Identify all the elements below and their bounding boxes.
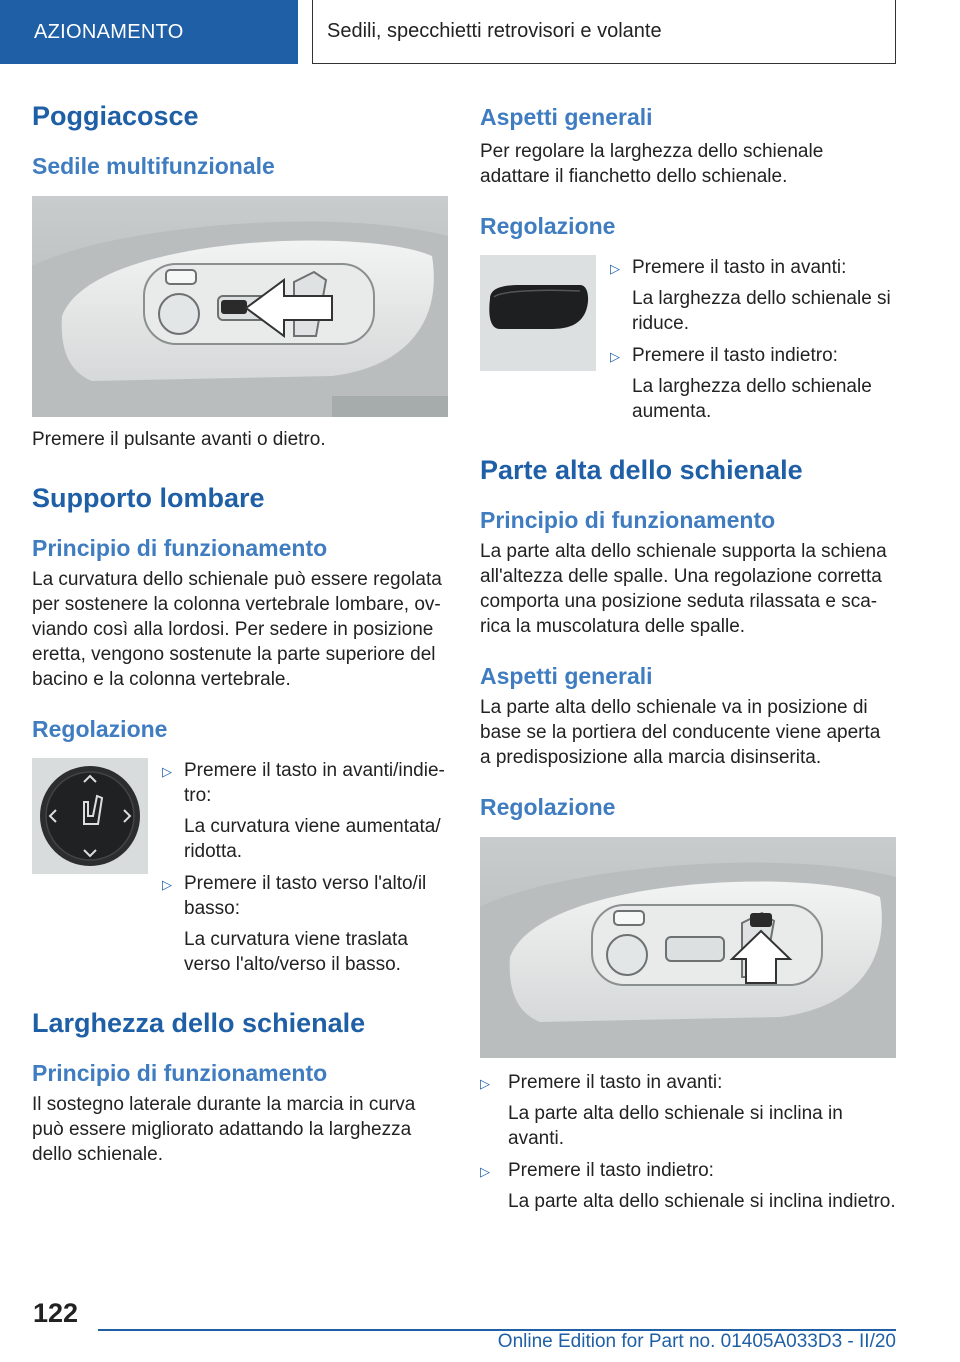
heading-aspetti-generali-1: Aspetti generali xyxy=(480,104,653,130)
heading-regolazione-1: Regolazione xyxy=(480,213,616,239)
page-number: 122 xyxy=(33,1298,79,1328)
section-tab-label: AZIONAMENTO xyxy=(34,20,184,43)
parte-step-1-action: Premere il tasto in avanti: xyxy=(508,1072,723,1093)
lombare-step-2-action: Premere il tasto verso l'alto/il basso: xyxy=(184,873,427,919)
lumbar-control-illustration xyxy=(32,758,148,874)
larghezza-step-1 xyxy=(610,255,896,336)
parte-step-1-result: La parte alta dello schienale si inclina in avanti. xyxy=(508,1103,843,1149)
parte-step-2-action: Premere il tasto indietro: xyxy=(508,1160,714,1181)
edition-note: Online Edition for Part no. 01405A033D3 - II/20 xyxy=(497,1331,896,1352)
section-tab xyxy=(0,0,298,64)
larghezza-step-1-action: Premere il tasto in avanti: xyxy=(632,257,847,278)
heading-sedile-multifunzionale: Sedile multifunzionale xyxy=(32,153,275,179)
heading-lombare-regolazione: Regolazione xyxy=(32,716,168,742)
lumbar-control-image xyxy=(32,758,148,874)
width-button-illustration xyxy=(480,255,596,371)
seat-switch-illustration xyxy=(32,196,448,417)
lombare-step-1-action: Premere il tasto in avanti/indie- tro: xyxy=(184,760,445,806)
heading-larghezza-principio: Principio di funzionamento xyxy=(32,1060,328,1086)
lombare-step-1 xyxy=(162,758,448,864)
parte-step-1 xyxy=(480,1070,896,1151)
lombare-step-1-result: La curvatura viene aumentata/ ridotta. xyxy=(184,816,441,862)
heading-parte-alta: Parte alta dello schienale xyxy=(480,455,803,485)
parte-principio-text: La parte alta dello schienale supporta la schiena all'altezza delle spalle. Una regolazione corretta comporta una posizione seduta rilassata e sca- rica la muscolatura delle spalle. xyxy=(480,541,887,637)
width-button-image xyxy=(480,255,596,371)
larghezza-step-2-result: La larghezza dello schienale aumenta. xyxy=(632,376,872,422)
larghezza-step-1-result: La larghezza dello schienale si riduce. xyxy=(632,288,891,334)
triangle-right-outline-icon: ▷ xyxy=(610,261,620,276)
left-column xyxy=(32,100,448,1167)
aspetti-generali-1-text: Per regolare la larghezza dello schienale adattare il fianchetto dello schienale. xyxy=(480,141,824,187)
heading-parte-principio: Principio di funzionamento xyxy=(480,507,776,533)
heading-lombare-principio: Principio di funzionamento xyxy=(32,535,328,561)
lombare-step-2 xyxy=(162,871,448,977)
parte-steps xyxy=(480,1070,896,1214)
lombare-principio-text: La curvatura dello schienale può essere regolata per sostenere la colonna vertebrale lombare, ov- viando così alla lordosi. Per sedere in posizione eretta, vengono sostenute la parte superiore del bacino e la colonna vertebrale. xyxy=(32,569,442,690)
larghezza-regolazione-block xyxy=(480,255,896,424)
sedile-caption: Premere il pulsante avanti o dietro. xyxy=(32,429,326,450)
chapter-title xyxy=(312,0,896,64)
triangle-right-outline-icon: ▷ xyxy=(480,1164,490,1179)
lombare-steps xyxy=(162,758,448,977)
larghezza-principio-text: Il sostegno laterale durante la marcia in curva può essere migliorato adattando la larghezza dello schienale. xyxy=(32,1094,416,1165)
triangle-right-outline-icon: ▷ xyxy=(162,877,172,892)
heading-supporto-lombare: Supporto lombare xyxy=(32,483,265,513)
heading-aspetti-generali-2: Aspetti generali xyxy=(480,663,653,689)
larghezza-steps xyxy=(610,255,896,424)
triangle-right-outline-icon: ▷ xyxy=(162,764,172,779)
heading-regolazione-2: Regolazione xyxy=(480,794,616,820)
parte-step-2-result: La parte alta dello schienale si inclina indietro. xyxy=(508,1191,896,1212)
lombare-step-2-result: La curvatura viene traslata verso l'alto/verso il basso. xyxy=(184,929,408,975)
upper-backrest-switch-illustration xyxy=(480,837,896,1058)
heading-larghezza-schienale: Larghezza dello schienale xyxy=(32,1008,366,1038)
upper-backrest-switch-image xyxy=(480,837,896,1058)
lombare-regolazione-block xyxy=(32,758,448,977)
larghezza-step-2 xyxy=(610,343,896,424)
right-column xyxy=(480,100,896,1214)
heading-poggiacosce: Poggiacosce xyxy=(32,101,199,131)
larghezza-step-2-action: Premere il tasto indietro: xyxy=(632,345,838,366)
aspetti-generali-2-text: La parte alta dello schienale va in posizione di base se la portiera del conducente viene aperta a predisposizione alla marcia disinserita. xyxy=(480,697,881,768)
parte-step-2 xyxy=(480,1158,896,1214)
chapter-title-label: Sedili, specchietti retrovisori e volante xyxy=(327,20,662,42)
triangle-right-outline-icon: ▷ xyxy=(610,349,620,364)
seat-switch-image xyxy=(32,196,448,417)
triangle-right-outline-icon: ▷ xyxy=(480,1076,490,1091)
